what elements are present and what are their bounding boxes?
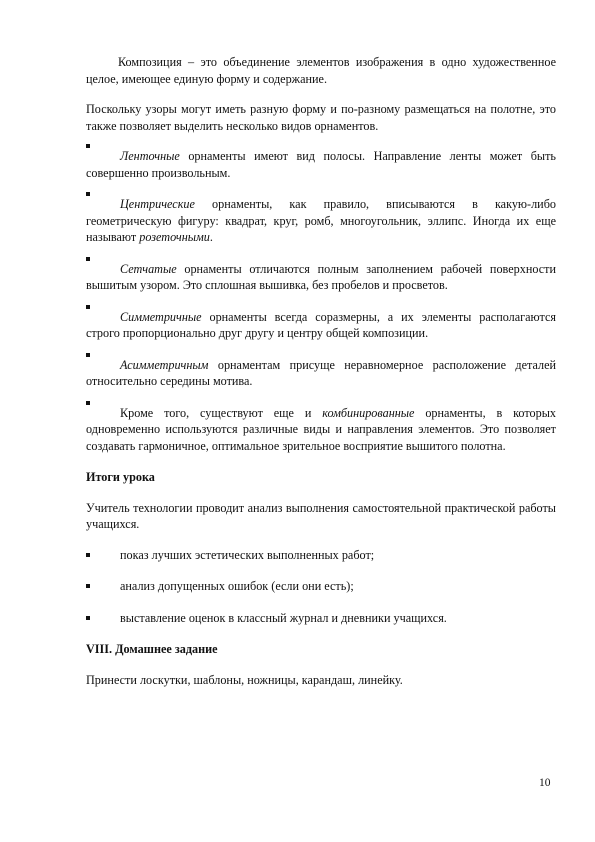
bullet-text: орнаменты, в которых одновременно используются различные виды и направления элементов. Это позволяет создавать гармоничное, оптимальное зрительное восприятие вышитого полотна. (86, 405, 556, 453)
list-item-text: анализ допущенных ошибок (если они есть); (120, 579, 354, 593)
bullet-centric (86, 196, 556, 246)
heading-lesson-results: Итоги урока (86, 470, 155, 484)
bullet-pre: Кроме того, существуют еще и (120, 405, 323, 420)
term-symmetric: Симметричные (120, 309, 202, 324)
bullet-text: орнаменты отличаются полным заполнением рабочей поверхности вышитым узором. Это сплошная вышивка, без пробелов и просветов. (86, 261, 556, 292)
heading-homework: VIII. Домашнее задание (86, 642, 218, 656)
term-asymmetric: Асимметричным (120, 357, 209, 372)
bullet-marker (86, 144, 90, 148)
paragraph-composition: Композиция – это объединение элементов изображения в одно художественное целое, имеющее единую форму и содержание. (86, 55, 556, 86)
bullet-mesh (86, 261, 556, 294)
bullet-marker (86, 401, 90, 405)
list-item-text: показ лучших эстетических выполненных работ; (120, 547, 375, 562)
bullet-text: орнаменты, как правило, вписываются в какую-либо геометрическую фигуру: квадрат, круг, ромб, многоугольник, эллипс. Иногда их еще называют (86, 197, 556, 244)
bullet-marker (86, 353, 90, 357)
list-item-text: выставление оценок в классный журнал и дневники учащихся. (120, 610, 447, 625)
bullet-marker (86, 584, 90, 588)
bullet-marker (86, 192, 90, 196)
paragraph-homework: Принести лоскутки, шаблоны, ножницы, карандаш, линейку. (86, 672, 403, 687)
bullet-ribbon (86, 148, 556, 181)
bullet-tail: . (209, 230, 213, 244)
bullet-combined (86, 405, 556, 455)
bullet-marker (86, 305, 90, 309)
bullet-text: орнаменты имеют вид полосы. Направление ленты может быть совершенно произвольным. (86, 149, 556, 180)
bullet-text: орнаменты всегда соразмерны, а их элементы располагаются строго пропорционально друг другу и центру общей композиции. (86, 309, 556, 340)
page-number: 10 (539, 777, 551, 789)
term-combined: комбинированные (322, 405, 415, 420)
paragraph-ornament-types: Поскольку узоры могут иметь разную форму и по-разному размещаться на полотне, это также позволяет выделить несколько видов орнаментов. (86, 102, 556, 133)
list-item-show-works (86, 547, 556, 564)
bullet-marker (86, 257, 90, 261)
bullet-text: орнаментам присуще неравномерное расположение деталей относительно середины мотива. (86, 357, 556, 388)
term-centric: Центрические (120, 197, 195, 211)
bullet-marker (86, 553, 90, 557)
bullet-symmetric (86, 309, 556, 342)
document-page (86, 54, 556, 702)
bullet-marker (86, 616, 90, 620)
list-item-grades (86, 610, 556, 627)
term-mesh: Сетчатые (120, 261, 177, 276)
paragraph-teacher-analysis: Учитель технологии проводит анализ выполнения самостоятельной практической работы учащихся. (86, 500, 556, 531)
list-item-analyze-errors (86, 578, 556, 595)
bullet-asymmetric (86, 357, 556, 390)
term-ribbon: Ленточные (120, 149, 180, 163)
term-rosette: розеточными (139, 230, 210, 244)
